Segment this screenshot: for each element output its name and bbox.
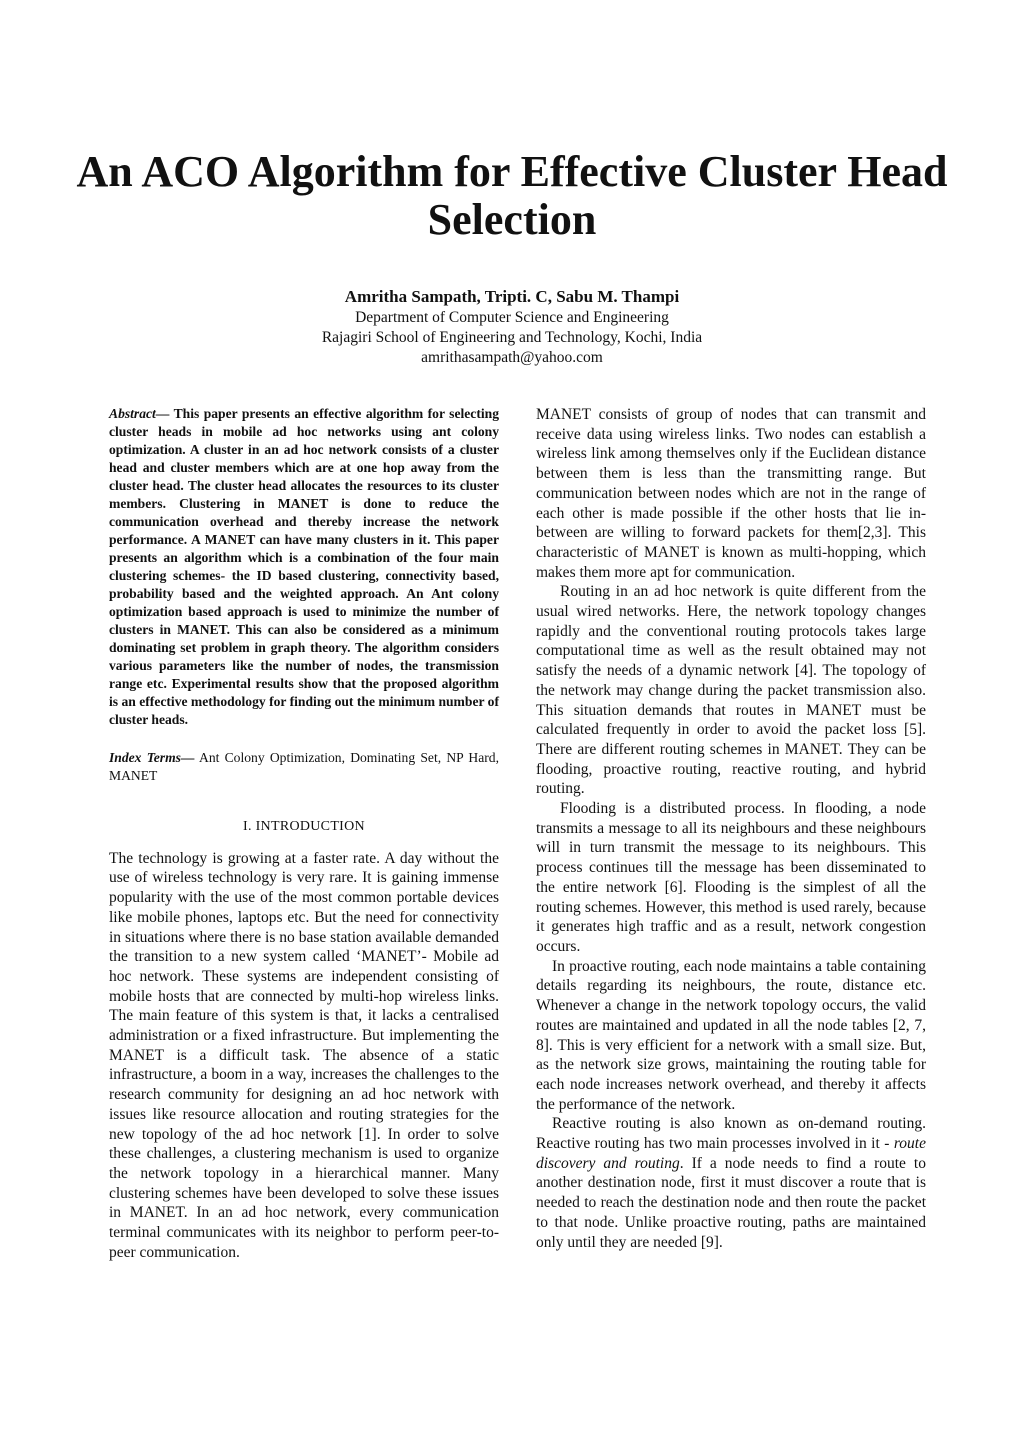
intro-paragraph: The technology is growing at a faster rate. A day without the use of wireless technology is very rare. It is gaining immense popularity with the use of the most common portable devices like mobile phones, laptops etc. But the need for connectivity in situations where there is no base station available demanded the transition to a new system called ‘MANET’- Mobile ad hoc network. These systems are independent consisting of mobile hosts that are connected by multi-hop wireless links. The main feature of this system is that, it lacks a centralised administration or a fixed infrastructure. But implementing the MANET is a difficult task. The absence of a static infrastructure, a boom in a way, increases the challenges to the research community for designing an ad hoc network with issues like resource allocation and routing strategies for the new topology of the ad hoc network [1]. In order to solve these challenges, a clustering mechanism is used to organize the network topology in a hierarchical manner. Many clustering schemes have been developed to solve these issues in MANET. In an ad hoc network, every communication terminal communicates with its neighbor to perform peer-to-peer communication. bbox=[109, 849, 499, 1261]
author-institution: Rajagiri School of Engineering and Technology, Kochi, India bbox=[321, 329, 703, 346]
abstract bbox=[109, 405, 499, 729]
paper-title: An ACO Algorithm for Effective Cluster Head Selection bbox=[76, 147, 948, 244]
index-terms-text: Ant Colony Optimization, Dominating Set, NP Hard, MANET bbox=[109, 750, 499, 783]
body-paragraph-manet: MANET consists of group of nodes that can transmit and receive data using wireless links. Two nodes can establish a wireless link among themselves only if the Euclidean distance between them is less than the transmitting range. But communication between nodes which are not in the range of each other is made possible if the other hosts that lie in-between are willing to forward packets for them[2,3]. This characteristic of MANET is known as multi-hopping, which makes them more apt for communication. bbox=[536, 406, 926, 581]
author-department: Department of Computer Science and Engineering bbox=[355, 309, 669, 326]
right-column bbox=[536, 405, 926, 1252]
body-paragraph-flooding: Flooding is a distributed process. In flooding, a node transmits a message to all its neighbours and these neighbours will in turn transmit the message to its neighbours. This process continues till the message has been disseminated to the entire network [6]. Flooding is the simplest of all the routing schemes. However, this method is used rarely, because it generates high traffic and as a result, network congestion occurs. bbox=[536, 800, 926, 955]
reactive-text-end: . If a node needs to find a route to another destination node, first it must discover a route that is needed to reach the destination node and then route the packet to that node. Unlike proactive routing, paths are maintained only until they are needed [9]. bbox=[536, 1154, 926, 1251]
reactive-text-italic: route discovery and routing bbox=[536, 1135, 926, 1172]
body-paragraph-reactive bbox=[536, 1114, 926, 1252]
author-block bbox=[100, 286, 924, 368]
author-email: amrithasampath@yahoo.com bbox=[421, 349, 603, 366]
abstract-text: This paper presents an effective algorithm for selecting cluster heads in mobile ad hoc networks using ant colony optimization. A cluster in an ad hoc network consists of a cluster head and cluster members which are at one hop away from the cluster head. The cluster head allocates the resources to its cluster members. Clustering in MANET is done to reduce the communication overhead and thereby increase the network performance. A MANET can have many clusters in it. This paper presents an algorithm which is a combination of the four main clustering schemes- the ID based clustering, connectivity based, probability based and the weighted approach. An Ant colony optimization based approach is used to minimize the number of clusters in MANET. This can also be considered as a minimum dominating set problem in graph theory. The algorithm considers various parameters like the number of nodes, the transmission range etc. Experimental results show that the proposed algorithm is an effective methodology for finding out the minimum number of cluster heads. bbox=[109, 406, 499, 727]
body-paragraph-routing: Routing in an ad hoc network is quite different from the usual wired networks. Here, the network topology changes rapidly and the conventional routing protocols takes large computational time as well as the result obtained may not satisfy the needs of a dynamic network [4]. The topology of the network may change during the packet transmission also. This situation demands that routes in MANET must be calculated frequently in order to avoid the packet loss [5]. There are different routing schemes in MANET. They can be flooding, proactive routing, reactive routing, and hybrid routing. bbox=[536, 583, 926, 798]
left-column bbox=[109, 405, 499, 1262]
index-terms bbox=[109, 749, 499, 785]
author-names: Amritha Sampath, Tripti. C, Sabu M. Thampi bbox=[344, 287, 680, 306]
body-paragraph-proactive: In proactive routing, each node maintains a table containing details regarding its neighbours, the route, distance etc. Whenever a change in the network topology occurs, the valid routes are maintained and updated in all the node tables [2, 7, 8]. This is very efficient for a network with a small size. But, as the network size grows, maintaining the routing table for each node increases network overhead, and thereby it affects the performance of the network. bbox=[536, 957, 926, 1113]
abstract-label: Abstract— bbox=[109, 406, 170, 421]
section-heading-introduction: I. INTRODUCTION bbox=[243, 819, 365, 834]
index-terms-label: Index Terms— bbox=[109, 750, 195, 765]
reactive-text-start: Reactive routing is also known as on-demand routing. Reactive routing has two main processes involved in it - bbox=[536, 1115, 926, 1153]
